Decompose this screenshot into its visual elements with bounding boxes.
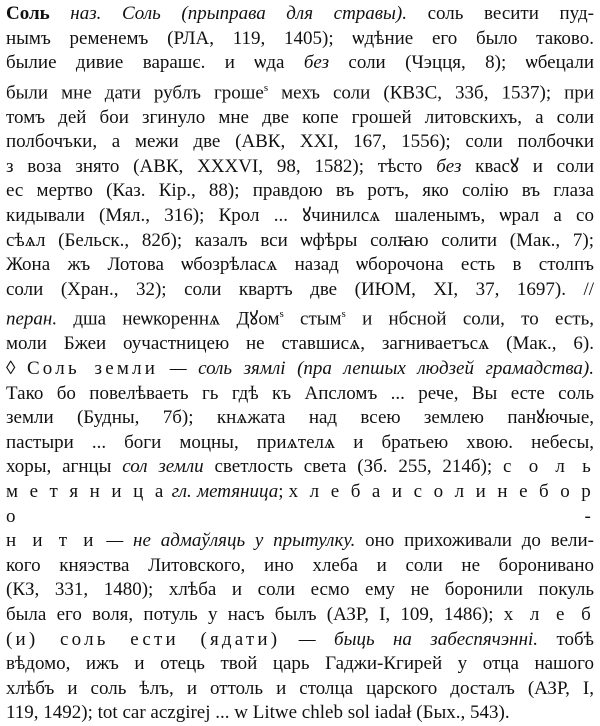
entry-text-line bbox=[6, 480, 594, 529]
entry-text-line bbox=[6, 382, 594, 407]
spaced-phrase: н и т и bbox=[6, 530, 97, 552]
entry-text-line bbox=[6, 27, 594, 52]
headword: Соль bbox=[6, 3, 50, 24]
entry-text-line bbox=[6, 278, 594, 303]
entry-text: мехъ соли (КВЗС, 33б, 1537); при bbox=[268, 82, 594, 104]
entry-text: дша неѡкореннѧ Дꙋом bbox=[57, 308, 280, 330]
entry-text: стым bbox=[283, 308, 342, 330]
dictionary-entry-sol bbox=[6, 2, 594, 726]
spaced-phrase: с о л ь bbox=[503, 456, 594, 478]
entry-text: светлость света (Зб. 255, 214б); bbox=[203, 456, 504, 478]
entry-text: томъ дей бои згинуло мне две копе грошей литовскихъ, а соли bbox=[6, 106, 594, 128]
entry-text: 119, 1492); tot car aczgirej ... w Litwe chleb sol iadał (Бых., 543). bbox=[6, 702, 510, 724]
entry-text-line bbox=[6, 179, 594, 204]
entry-text: земли (Будны, 7б); кнѧжата над всею землею панꙋючые, bbox=[6, 407, 594, 429]
entry-text-line bbox=[6, 554, 594, 579]
entry-text-line bbox=[6, 253, 594, 278]
entry-text: соли (Чэцця, 8); ѡбецали bbox=[329, 52, 594, 74]
entry-text-line bbox=[6, 302, 594, 332]
entry-text: (КЗ, 331, 1480); хлѣба и соли есмо ему не боронили покуль bbox=[6, 579, 594, 601]
entry-text: Жона жъ Лотова ѡбозрѣласѧ назад ѡборочона есть в столпъ bbox=[6, 254, 594, 276]
entry-text-line bbox=[6, 332, 594, 357]
entry-text: была его воля, потуль у насъ былъ (АЗР, I, 109, 1486); bbox=[6, 603, 504, 625]
entry-text: былие дивие варашє. и ѡда bbox=[6, 52, 304, 74]
entry-text-line bbox=[6, 578, 594, 603]
entry-text: нымъ ременемъ (РЛА, 119, 1405); ѡдѣние его было таково. bbox=[6, 27, 594, 49]
entry-text-line bbox=[6, 51, 594, 76]
italic-gloss: метяница bbox=[191, 480, 279, 502]
entry-text: и нбсной соли, то есть, bbox=[345, 308, 595, 330]
entry-text: ◊ bbox=[6, 357, 27, 379]
entry-text-line bbox=[6, 701, 594, 726]
entry-text-line bbox=[6, 204, 594, 229]
entry-text: кидывали (Мял., 316); Крол ... ꙋчинилсѧ шаленымъ, ѡрал а со bbox=[6, 205, 594, 227]
italic-gloss: гл. bbox=[166, 480, 192, 502]
entry-text-line bbox=[6, 357, 594, 382]
entry-text-line bbox=[6, 130, 594, 155]
entry-text-line bbox=[6, 652, 594, 677]
italic-gloss: без bbox=[303, 52, 329, 74]
idiom-phrase: Соль земли bbox=[26, 357, 159, 379]
entry-text: ес мертво (Каз. Кір., 88); правдою въ ротъ, яко солію въ глаза bbox=[6, 180, 594, 202]
entry-text-line bbox=[6, 2, 594, 27]
entry-text: квасꙋ и соли bbox=[461, 155, 594, 177]
entry-text: тобѣ bbox=[538, 628, 594, 650]
entry-text: полбочъки, а межи две (АВК, XXI, 167, 1556); соли полбочки bbox=[6, 131, 594, 153]
entry-text-line bbox=[6, 76, 594, 106]
italic-gloss: сол земли bbox=[122, 456, 204, 478]
spaced-phrase: (и) соль ести (ядати) bbox=[6, 628, 281, 650]
spaced-phrase: х л е б bbox=[503, 603, 594, 625]
entry-text-line bbox=[6, 603, 594, 628]
entry-text: кого княэства Литовского, ино хлеба и соли не боронивано bbox=[6, 554, 594, 576]
entry-text: оно прихоживали до вели- bbox=[355, 530, 594, 552]
italic-gloss: — не адмаўляць у прытулку. bbox=[96, 530, 356, 552]
entry-text-line bbox=[6, 529, 594, 554]
entry-text-line bbox=[6, 155, 594, 180]
spaced-phrase: х л е б а и с о л и н е б о р о - bbox=[6, 480, 594, 527]
titlo-mark: s bbox=[279, 308, 284, 321]
entry-text: были мне дати рублъ гроше bbox=[6, 82, 264, 104]
italic-gloss: наз. Соль (прыправа для стравы). bbox=[49, 3, 407, 24]
spaced-phrase: м е т я н и ц а bbox=[6, 480, 167, 502]
italic-gloss: перан. bbox=[6, 308, 58, 330]
entry-text: моли Бжеи оучастницею не ставшисѧ, загниваетъсѧ (Мак., 6). bbox=[6, 333, 594, 355]
entry-text: соли (Хран., 32); соли квартъ две (ИЮМ, XI, 37, 1697). // bbox=[6, 278, 594, 300]
entry-text: з воза знято (АВК, XXXVI, 98, 1582); тѣсто bbox=[6, 155, 437, 177]
italic-gloss: — соль зямлі (пра лепшых людзей грамадства). bbox=[158, 357, 595, 379]
titlo-mark: s bbox=[341, 308, 346, 321]
entry-text: вѣдомо, ижъ и отець твой царь Гаджи-Кгирей у отца нашого bbox=[6, 653, 594, 675]
entry-text-line bbox=[6, 628, 594, 653]
italic-gloss: — быць на забеспячэнні. bbox=[280, 628, 539, 650]
entry-text: хоры, агнцы bbox=[6, 456, 123, 478]
entry-text-line bbox=[6, 431, 594, 456]
entry-text: хлѣбъ и соль ѣлъ, и оттоль и столца царского досталъ (АЗР, I, bbox=[6, 677, 594, 699]
entry-text: соль весити пуд- bbox=[407, 3, 594, 24]
entry-text: пастыри ... боги моцны, приѧтелѧ и братьею хвою. небесы, bbox=[6, 431, 594, 453]
entry-text: ; bbox=[278, 480, 289, 502]
italic-gloss: без bbox=[436, 155, 462, 177]
entry-text-line bbox=[6, 106, 594, 131]
entry-text-line bbox=[6, 455, 594, 480]
titlo-mark: s bbox=[263, 81, 269, 94]
entry-text: сѣѧл (Бельск., 82б); казалъ вси ѡфѣры солꙗю солити (Мак., 7); bbox=[6, 229, 594, 251]
entry-text: Тако бо повелѣваеть гь гдѣ къ Апсломъ ... рече, Вы есте соль bbox=[6, 382, 594, 404]
entry-text-line bbox=[6, 406, 594, 431]
entry-text-line bbox=[6, 229, 594, 254]
entry-text-line bbox=[6, 677, 594, 702]
